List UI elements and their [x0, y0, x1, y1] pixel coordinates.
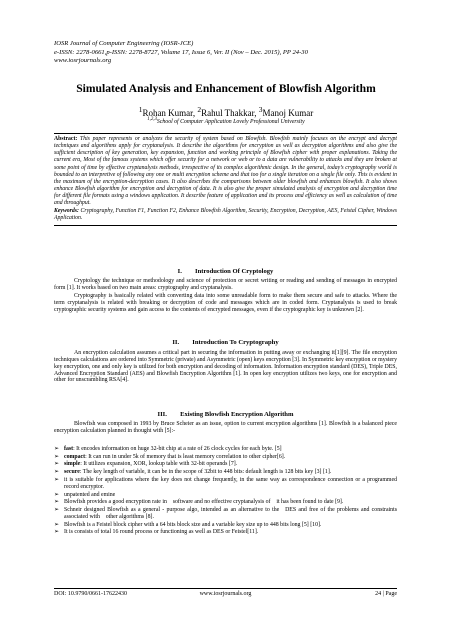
footer-doi: DOI: 10.9790/0661-17622430: [54, 591, 127, 597]
body-paragraph: Cryptography is basically related with converting data into some unreadable form to make them secure and safe to attacks. Where the term cryptanalysis is related with breaking or decryption of code and messages which are in coded form. Cryptanalysis is used to break cryptographic security systems and gain access to the contents of encrypted messages, even if the cryptographic key is unknown [2].: [54, 293, 397, 313]
body-paragraph: Cryptology the technique or methodology and science of protection or secret writing or reading and sending of messages in encrypted form [1]. It works based on two main areas: cryptography and cryptanalysis.: [54, 278, 397, 291]
section-heading: II. Introduction To Cryptography: [172, 339, 279, 346]
body-paragraph: An encryption calculation assumes a critical part in securing the information in putting away or exchanging it[1][9]. The file encryption techniques calculations are ordered into Symmetric (private) and Asymmetric (open) keys encryption [3]. In Symmetric key encryption or mystery key encryption, one and only key is utilized for both encryption and decoding of information. Information encryption standard (DES), Triple DES, Advanced Encryption Standard (AES) and Blowfish Encryption Algorithm [1]. In open key encryption utilizes two keys, one for encryption and other for unscrambling RSA[4].: [54, 350, 397, 384]
abstract-box: [54, 133, 397, 226]
abstract-label: Abstract:: [54, 136, 78, 142]
arrow-bullet-icon: ➢: [54, 505, 60, 513]
arrow-bullet-icon: ➢: [54, 445, 60, 452]
affiliation-sup: 1,2,3: [147, 117, 157, 122]
list-item: ➢ Blowfish provides a good encryption rate in software and no effective cryptanalysis of it has been found to date [9].: [54, 498, 344, 506]
paper-title: Simulated Analysis and Enhancement of Blowfish Algorithm: [76, 82, 376, 95]
arrow-bullet-icon: ➢: [54, 528, 60, 536]
keywords-label: Keywords:: [54, 207, 79, 214]
section-heading: III. Existing Blowfish Encryption Algorithm: [157, 411, 294, 418]
arrow-bullet-icon: ➢: [54, 460, 60, 468]
arrow-bullet-icon: ➢: [54, 452, 60, 460]
body-paragraph: Blowfish was composed in 1993 by Bruce Scheier as an issue, option to current encryption algorithms [1]. Blowfish is a balanced piece encryption calculation planned in thought with [5]:-: [54, 421, 397, 434]
arrow-bullet-icon: ➢: [54, 475, 60, 483]
affiliation: [30, 116, 422, 126]
list-item: ➢ Blowfish is a Feistel block cipher with a 64 bits block size and a variable key size up to 448 bits long [5] [10].: [54, 520, 322, 528]
author-name: Rahul Thakkar,: [201, 108, 259, 118]
list-item: ➢ secure: The key length of variable, it can be in the scope of 32bit to 448 bits: default length is 128 bits key [3] [1].: [54, 468, 332, 476]
list-item: ➢ Schneir designed Blowfish as a general - purpose algo, intended as an alternative to the DES and free of the problems and constraints associated with other algorithms [8].: [54, 505, 397, 520]
list-item: ➢ compact: It can run in under 5k of memory that is least memory correlation to other cipher[6].: [54, 452, 286, 460]
arrow-bullet-icon: ➢: [54, 520, 60, 528]
author-name: Manoj Kumar: [262, 108, 314, 118]
feature-list: [54, 446, 397, 537]
author-name: Rohan Kumar,: [142, 108, 198, 118]
journal-header: [54, 40, 404, 66]
journal-issn: e-ISSN: 2278-0661,p-ISSN: 2278-8727, Volume 17, Issue 6, Ver. II (Nov – Dec. 2015), PP 24-30: [54, 48, 308, 56]
author-sup: 1: [138, 105, 143, 114]
list-item: ➢ It is consists of total 16 round process or functioning as well as DES or Feistel[11].: [54, 528, 259, 536]
section-heading: I. Introduction Of Cryptology: [177, 268, 274, 275]
author-sup: 3: [258, 105, 263, 114]
footer-site: www.iosrjournals.org: [199, 591, 252, 597]
arrow-bullet-icon: ➢: [54, 498, 60, 506]
abstract: [54, 136, 397, 208]
arrow-bullet-icon: ➢: [54, 490, 60, 498]
journal-site: www.iosrjournals.org: [54, 57, 112, 65]
keywords: [54, 208, 397, 222]
footer-divider: [54, 588, 397, 589]
affiliation-text: School of Computer Application Lovely Professional University: [156, 118, 305, 125]
arrow-bullet-icon: ➢: [54, 468, 60, 476]
page-number: 24 | Page: [375, 591, 397, 597]
list-item: ➢ it is suitable for applications where the key does not change frequently, in the same way as correspondence connection or a programmed record encryptor.: [54, 475, 397, 490]
list-item: ➢ unpatented and emine: [54, 490, 116, 498]
author-sup: 2: [197, 105, 202, 114]
keywords-text: Cryptography, Function F1, Function F2, Enhance Blowfish Algorithm, Security, Encryption, Decryption, AES, Feistal Cipher, Windows Application.: [54, 207, 397, 221]
list-item: ➢ fast: It encodes information on huge 32-bit chip at a rate of 26 clock cycles for each byte. [5]: [54, 445, 282, 452]
list-item: ➢ simple: It utilizes expansion, XOR, lookup table with 32-bit operands [7].: [54, 460, 238, 468]
abstract-text: This paper represents or analyzes the security of system based on Blowfish. Blowfish mainly focuses on the encrypt and decrypt techniques and algorithms apply for cryptanalysis. It describe the algorithms for encryption as well as decryption algorithms and also give the sufficient description of key generation, key expansion, function and working principle of Blowfish cipher with proper explanations. Taking the current era, Most of the famous systems which offer security for a network or web or to a data are vulnerability to attacks and they are broken at some point of time by effective cryptanalysis methods, irrespective of its complex algorithmic design. In the general, today’s cryptography world is bounded to an interpretive of following any one or multi encryption scheme and that too for a single iteration on a single file only. This is evident in the maximum of the encryption-decryption cases. It also describes the comparisons between older blowfish and enhances blowfish. It also shows enhance Blowfish algorithm for encryption and decryption of data. It is also give the proper simulated analysis of encryption and decryption time for different file formats using a windows application. It describe feature of application and its process and efficiency as well as calculation of time and throughput.: [54, 136, 397, 207]
journal-name: IOSR Journal of Computer Engineering (IOSR-JCE): [54, 40, 194, 47]
